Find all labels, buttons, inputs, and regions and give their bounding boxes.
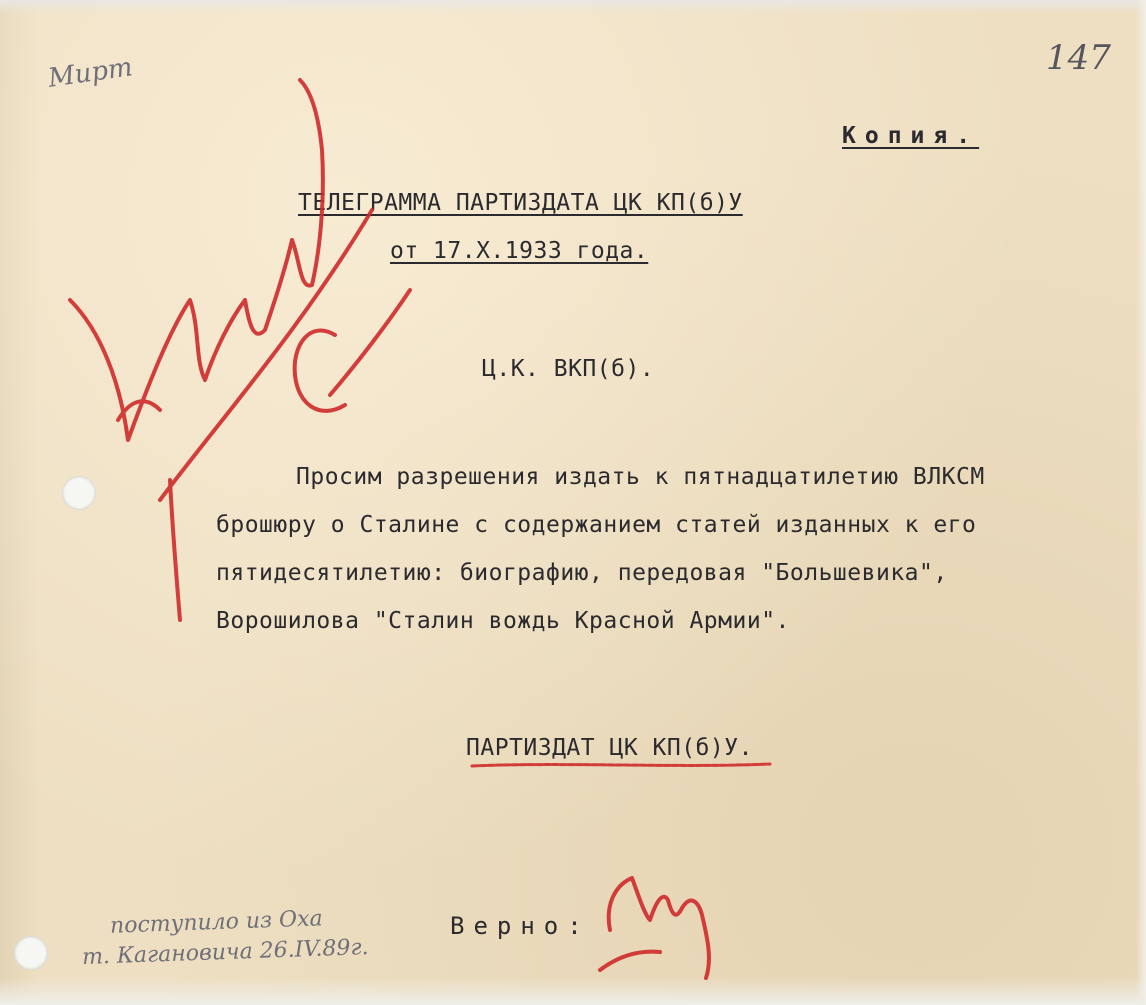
telegram-date-text: от 17.Х.1933 года. [390,238,649,264]
red-diagonal-line-2 [170,480,180,620]
pencil-bottom-note-line2: т. Кагановича 26.IV.89г. [81,935,369,970]
pencil-corner-note: Мирт [46,52,135,94]
right-edge [1136,0,1146,1005]
body-line-3: пятидесятилетию: биографию, передовая "Большевика", [216,560,948,586]
red-resolution-scribble [70,80,323,440]
red-signature-stroke [600,952,660,970]
punch-hole-lower [14,936,48,970]
body-line-1: Просим разрешения издать к пятнадцатилетию ВЛКСМ [296,464,985,490]
addressee: Ц.К. ВКП(б). [482,356,655,382]
copy-label: Копия. [842,123,980,149]
red-initial-slash [330,290,410,395]
telegram-title: ТЕЛЕГРАММА ПАРТИЗДАТА ЦК КП(б)У [298,190,743,216]
punch-hole-upper [62,476,96,510]
page-number: 147 [1046,38,1111,78]
body-line-4: Ворошилова "Сталин вождь Красной Армии". [216,608,790,634]
red-resolution-tail [118,401,160,420]
top-edge [0,0,1146,14]
certified-label: Верно: [450,912,591,940]
pencil-bottom-note-line1: поступило из Оха [109,906,324,939]
red-initial-c [295,331,345,411]
telegram-date [390,238,648,264]
bottom-edge [0,977,1146,1005]
red-signature [609,878,709,978]
body-line-2: брошюру о Сталине с содержанием статей изданных к его [216,512,977,538]
sender-signature-typed: ПАРТИЗДАТ ЦК КП(б)У. [466,735,753,761]
red-underline-sender [472,764,770,766]
